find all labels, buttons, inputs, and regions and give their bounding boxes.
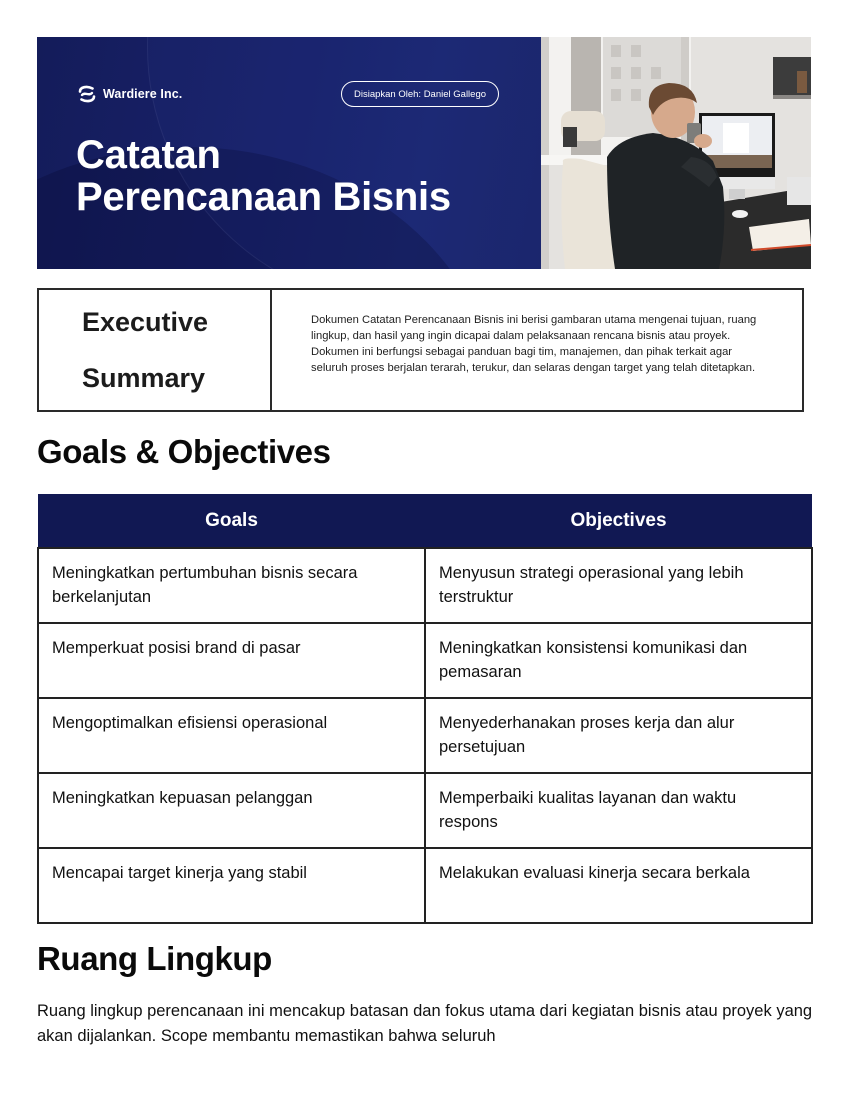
column-header-goals: Goals	[38, 494, 425, 548]
objective-cell: Memperbaiki kualitas layanan dan waktu respons	[425, 773, 812, 848]
hero-title-panel	[37, 37, 541, 269]
goal-cell: Meningkatkan kepuasan pelanggan	[38, 773, 425, 848]
goal-cell: Memperkuat posisi brand di pasar	[38, 623, 425, 698]
objective-cell: Melakukan evaluasi kinerja secara berkala	[425, 848, 812, 923]
table-row	[38, 773, 812, 848]
table-header-row	[38, 494, 812, 548]
brand-name: Wardiere Inc.	[103, 87, 183, 101]
goal-cell: Mencapai target kinerja yang stabil	[38, 848, 425, 923]
swirl-logo-icon	[77, 84, 97, 104]
scope-heading: Ruang Lingkup	[37, 940, 272, 977]
office-photo-illustration	[541, 37, 811, 269]
executive-summary-title-line2: Summary	[82, 363, 206, 393]
executive-summary-box	[37, 288, 804, 412]
objective-cell: Menyusun strategi operasional yang lebih terstruktur	[425, 548, 812, 623]
objective-cell: Meningkatkan konsistensi komunikasi dan pemasaran	[425, 623, 812, 698]
table-row	[38, 623, 812, 698]
goals-objectives-table	[37, 494, 813, 924]
prepared-by-badge: Disiapkan Oleh: Daniel Gallego	[341, 81, 499, 107]
document-title-line2: Perencanaan Bisnis	[76, 175, 451, 219]
executive-summary-title-line1: Executive	[82, 307, 209, 337]
goal-cell: Mengoptimalkan efisiensi operasional	[38, 698, 425, 773]
objective-cell: Menyederhanakan proses kerja dan alur persetujuan	[425, 698, 812, 773]
table-row	[38, 548, 812, 623]
table-row	[38, 698, 812, 773]
executive-summary-text: Dokumen Catatan Perencanaan Bisnis ini berisi gambaran utama mengenai tujuan, ruang lingkup, dan hasil yang ingin dicapai dalam pelaksanaan rencana bisnis atau proyek. Dokumen ini berfungsi sebagai panduan bagi tim, manajemen, dan pihak terkait agar seluruh proses berjalan terarah, terukur, dan selaras dengan target yang telah ditetapkan.	[311, 314, 757, 374]
goal-cell: Meningkatkan pertumbuhan bisnis secara berkelanjutan	[38, 548, 425, 623]
goals-objectives-heading: Goals & Objectives	[37, 433, 331, 470]
hero-banner	[37, 37, 811, 269]
document-title	[76, 134, 451, 218]
hero-photo	[541, 37, 811, 269]
executive-summary-title	[39, 290, 272, 410]
document-title-line1: Catatan	[76, 133, 221, 177]
table-row	[38, 848, 812, 923]
column-header-objectives: Objectives	[425, 494, 812, 548]
scope-text: Ruang lingkup perencanaan ini mencakup batasan dan fokus utama dari kegiatan bisnis atau proyek yang akan dijalankan. Scope membantu memastikan bahwa seluruh	[37, 1002, 813, 1045]
brand-logo	[77, 84, 182, 104]
